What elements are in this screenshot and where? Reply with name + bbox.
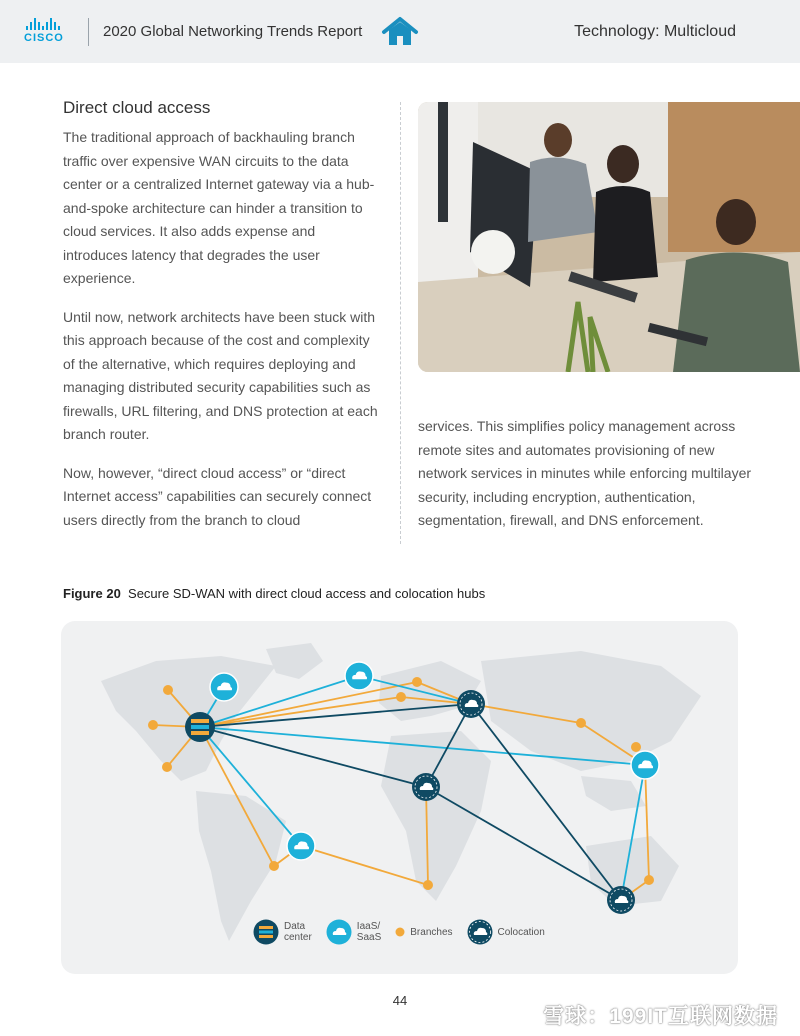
colocation-node (607, 886, 635, 914)
branch-node (269, 861, 279, 871)
report-title: 2020 Global Networking Trends Report (103, 23, 363, 40)
branch-node (631, 742, 641, 752)
legend-label-iaas-saas: IaaS/ SaaS (356, 921, 382, 943)
legend-item-data-center (253, 919, 312, 945)
header-divider (88, 18, 89, 46)
colocation-cloud-icon (467, 919, 493, 945)
article-paragraph: Until now, network architects have been stuck with this approach because of the cost and complexity of the alternative, which requires deploying and managing distributed security capabilities such as firewalls, URL filtering, and DNS protection at each branch router. (63, 308, 378, 442)
office-photo-illustration (418, 102, 800, 372)
legend-label-colocation: Colocation (497, 926, 545, 938)
article-continuation: services. This simplifies policy management across remote sites and automates provisioning of new network services in minutes while enforcing multilayer security, including encryption, authentication, segmentation, firewall, and DNS enforcement. (418, 418, 752, 528)
branch-dot-icon (395, 927, 405, 937)
cloud-icon (326, 919, 352, 945)
branch-link (301, 846, 428, 885)
data-center-node (185, 712, 215, 742)
page-number: 44 (392, 993, 408, 1008)
section-label: Technology: Multicloud (574, 23, 736, 40)
article-left-column (63, 98, 383, 547)
cisco-logo-wordmark: CISCO (24, 32, 64, 44)
branch-node (576, 718, 586, 728)
greenland-landmass (266, 643, 323, 679)
article-paragraph: Now, however, “direct cloud access” or “direct Internet access” capabilities can securely connect users directly from the branch to cloud (63, 464, 372, 528)
branch-node (163, 685, 173, 695)
figure-number: Figure 20 (63, 586, 121, 601)
cisco-logo[interactable] (24, 18, 74, 46)
cisco-logo-bars (26, 18, 74, 30)
branch-node (644, 875, 654, 885)
data-center-icon (253, 919, 279, 945)
colocation-node (412, 773, 440, 801)
cloud-service-node (631, 751, 659, 779)
legend-item-iaas-saas (326, 919, 381, 945)
legend-label-branches: Branches (410, 926, 453, 938)
cloud-service-node (210, 673, 238, 701)
cloud-service-node (287, 832, 315, 860)
colocation-node (457, 690, 485, 718)
legend-label-data-center: Data center (284, 921, 312, 943)
page-header (0, 0, 800, 63)
home-icon (381, 16, 419, 48)
figure-title: Secure SD-WAN with direct cloud access and colocation hubs (128, 586, 486, 601)
home-button[interactable] (381, 16, 419, 48)
branch-node (396, 692, 406, 702)
map-legend (253, 915, 559, 949)
office-photo (418, 102, 800, 372)
cloud-service-node (345, 662, 373, 690)
branch-node (148, 720, 158, 730)
branch-node (423, 880, 433, 890)
column-divider (400, 102, 401, 544)
southeast-asia-landmass (581, 776, 646, 811)
legend-item-colocation (467, 919, 545, 945)
section-heading: Direct cloud access (63, 98, 211, 117)
figure-caption (63, 586, 485, 601)
watermark: 雪球：199IT互联网数据 (543, 1005, 778, 1028)
article-paragraph: The traditional approach of backhauling branch traffic over expensive WAN circuits to the data center or a centralized Internet gateway via a hub-and-spoke architecture can hinder a transition to cloud services. It also adds expense and introduces latency that degrades the user experience. (63, 129, 375, 286)
branch-node (162, 762, 172, 772)
branch-node (412, 677, 422, 687)
legend-item-branches (395, 927, 452, 938)
